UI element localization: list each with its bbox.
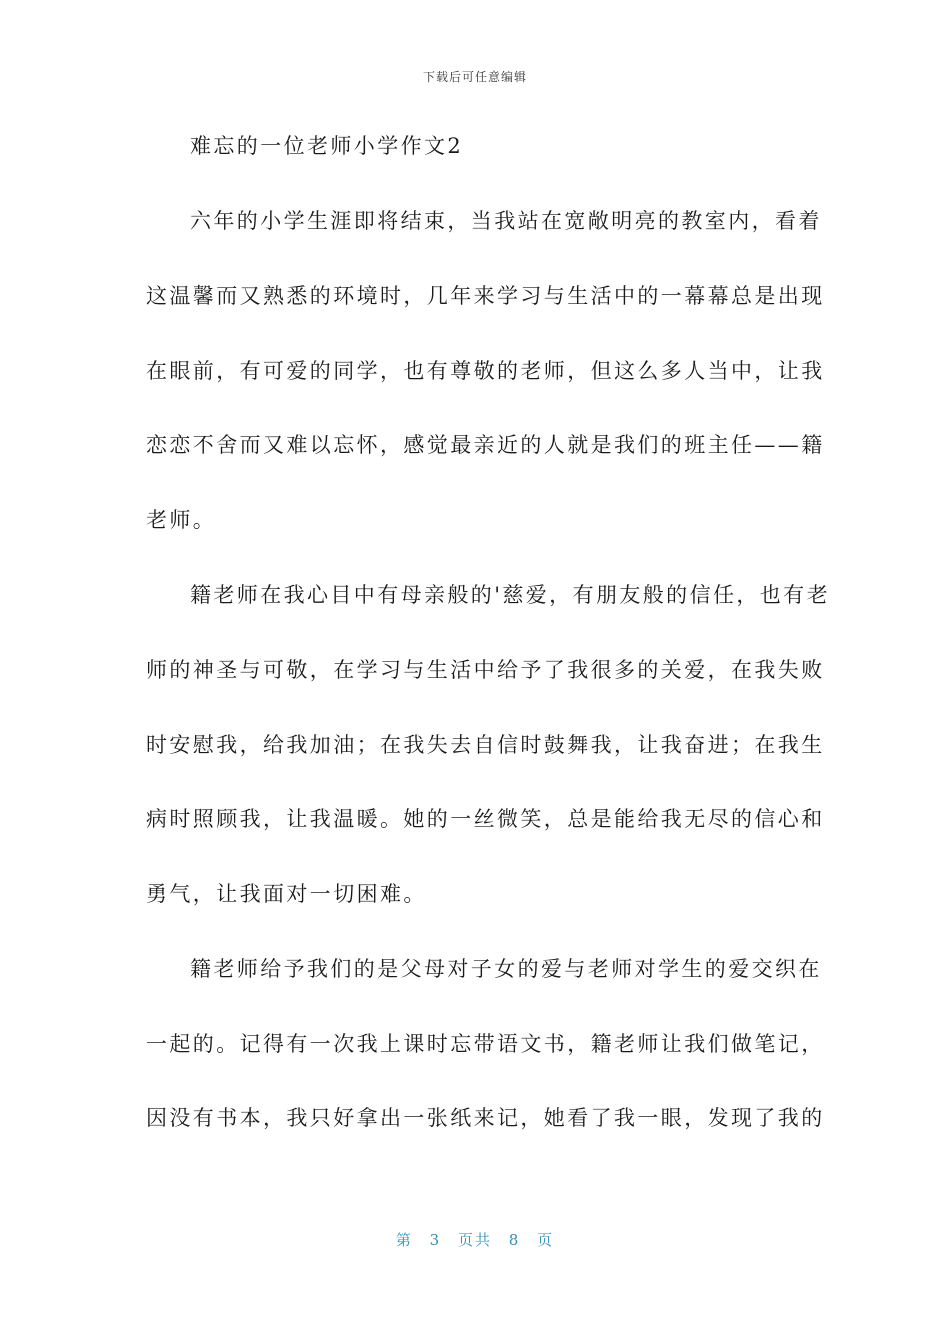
paragraph-line: 师的神圣与可敬，在学习与生活中给予了我很多的关爱，在我失败 (146, 658, 825, 682)
paragraph-line: 因没有书本，我只好拿出一张纸来记，她看了我一眼，发现了我的 (146, 1106, 825, 1130)
header-note: 下载后可任意编辑 (422, 70, 527, 84)
document-title: 难忘的一位老师小学作文2 (190, 134, 464, 158)
paragraph-line: 籍老师在我心目中有母亲般的'慈爱，有朋友般的信任，也有老 (190, 583, 830, 607)
page-number-footer: 第 3 页共 8 页 (395, 1231, 555, 1249)
paragraph-line: 在眼前，有可爱的同学，也有尊敬的老师，但这么多人当中，让我 (146, 359, 825, 383)
paragraph-line: 老师。 (146, 508, 217, 532)
paragraph-line: 恋恋不舍而又难以忘怀，感觉最亲近的人就是我们的班主任——籍 (146, 433, 825, 457)
paragraph-line: 一起的。记得有一次我上课时忘带语文书，籍老师让我们做笔记， (146, 1032, 825, 1056)
paragraph-line: 病时照顾我，让我温暖。她的一丝微笑，总是能给我无尽的信心和 (146, 807, 825, 831)
paragraph-line: 勇气，让我面对一切困难。 (146, 882, 427, 906)
paragraph-line: 时安慰我，给我加油；在我失去自信时鼓舞我，让我奋进；在我生 (146, 733, 825, 757)
paragraph-line: 这温馨而又熟悉的环境时，几年来学习与生活中的一幕幕总是出现 (146, 284, 825, 308)
paragraph-line: 六年的小学生涯即将结束，当我站在宽敞明亮的教室内，看着 (190, 209, 822, 233)
paragraph-line: 籍老师给予我们的是父母对子女的爱与老师对学生的爱交织在 (190, 957, 822, 981)
